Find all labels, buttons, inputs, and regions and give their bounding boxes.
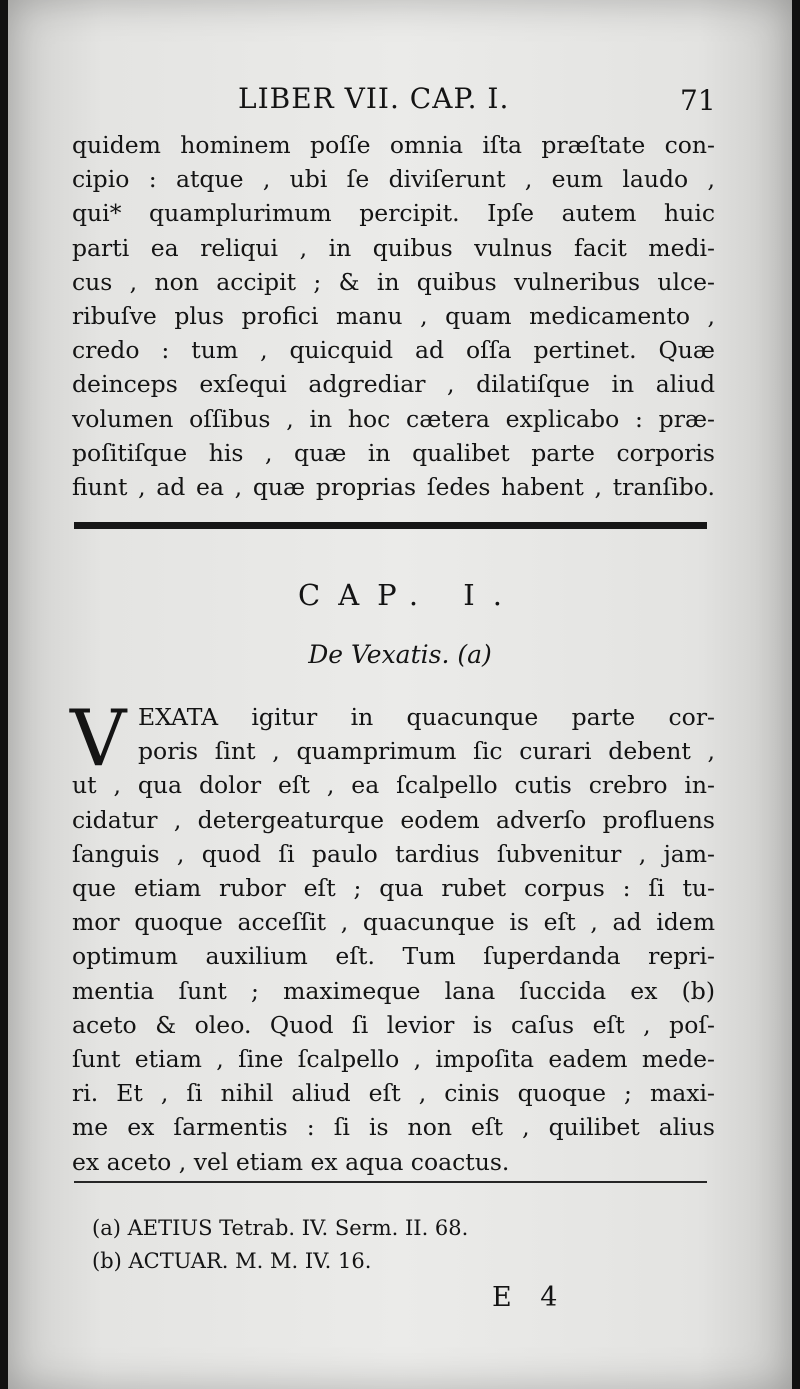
text-line: fiunt , ad ea , quæ proprias ſedes habent , tranſibo. <box>72 473 715 502</box>
text-line: ut , qua dolor eſt , ea ſcalpello cutis crebro in- <box>72 771 715 800</box>
text-line: parti ea reliqui , in quibus vulnus facit medi- <box>72 233 715 262</box>
text-line: aceto & oleo. Quod ſi levior is caſus eſt , poſ- <box>72 1010 715 1039</box>
text-line: me ex ſarmentis : ſi is non eſt , quilibet alius <box>72 1113 715 1142</box>
text-line: cidatur , detergeaturque eodem adverſo profluens <box>72 805 715 834</box>
drop-cap: V <box>70 694 127 784</box>
text-line: deinceps exſequi adgrediar , dilatiſque in aliud <box>72 370 715 399</box>
text-block-top <box>72 128 715 504</box>
text-line: que etiam rubor eſt ; qua rubet corpus : ſi tu- <box>72 874 715 903</box>
text-line: mor quoque acceſſit , quacunque is eſt , ad idem <box>72 908 715 937</box>
book-page <box>8 0 792 1389</box>
text-line: poſitiſque his , quæ in qualibet parte corporis <box>72 438 715 467</box>
chapter-subtitle: De Vexatis. (a) <box>308 640 492 669</box>
footnote-divider <box>74 1181 707 1183</box>
text-line: EXATA igitur in quacunque parte cor- <box>138 703 715 731</box>
text-line: optimum auxilium eſt. Tum ſuperdanda repri- <box>72 942 715 971</box>
text-line: ſanguis , quod ſi paulo tardius ſubvenitur , jam- <box>72 839 715 868</box>
text-line: qui* quamplurimum percipit. Ipſe autem huic <box>72 199 715 228</box>
text-line: volumen oſſibus , in hoc cætera explicabo : præ- <box>72 404 715 433</box>
text-line: quidem hominem poſſe omnia iſta præſtate con- <box>72 131 715 159</box>
chapter-heading: CAP. I. <box>298 578 520 612</box>
text-line: cipio : atque , ubi ſe diviſerunt , eum laudo , <box>72 165 715 194</box>
text-line: credo : tum , quicquid ad oſſa pertinet. Quæ <box>72 336 715 365</box>
footnote-a: (a) AETIUS Tetrab. IV. Serm. II. 68. <box>92 1216 469 1240</box>
page-number: 71 <box>680 84 716 117</box>
text-line: ex aceto , vel etiam ex aqua coactus. <box>72 1147 510 1176</box>
running-head: LIBER VII. CAP. I. <box>238 82 510 115</box>
footnote-b: (b) ACTUAR. M. M. IV. 16. <box>92 1249 372 1273</box>
text-line: ribuſve plus profici manu , quam medicamento , <box>72 302 715 331</box>
text-line: mentia ſunt ; maximeque lana ſuccida ex (b) <box>72 976 715 1005</box>
signature-mark: E 4 <box>492 1282 568 1313</box>
text-line: cus , non accipit ; & in quibus vulneribus ulce- <box>72 267 715 296</box>
text-line: ri. Et , ſi nihil aliud eſt , cinis quoque ; maxi- <box>72 1079 715 1108</box>
text-line: poris ſint , quamprimum ſic curari debent , <box>138 737 715 766</box>
footnotes <box>92 1212 468 1278</box>
text-line: ſunt etiam , ſine ſcalpello , impoſita eadem mede- <box>72 1045 715 1074</box>
section-divider-thick <box>74 522 707 529</box>
text-block-chapter <box>70 694 715 1179</box>
